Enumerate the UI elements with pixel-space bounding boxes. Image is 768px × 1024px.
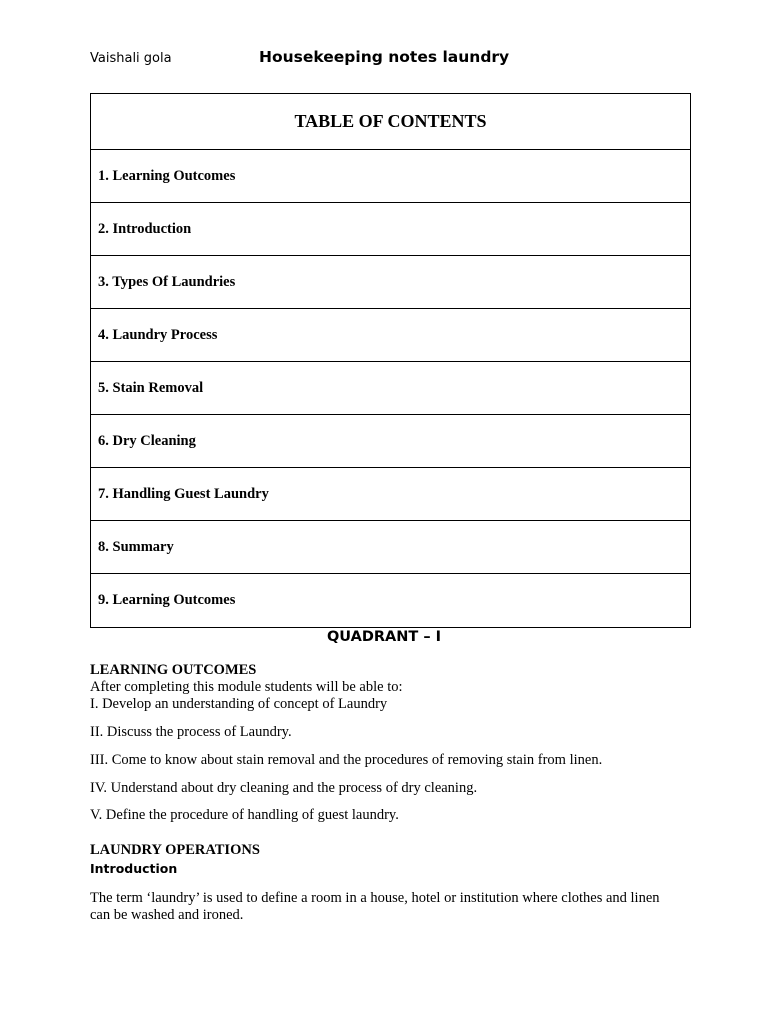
toc-item: 7. Handling Guest Laundry bbox=[91, 468, 690, 521]
toc-item: 5. Stain Removal bbox=[91, 362, 690, 415]
toc-item: 2. Introduction bbox=[91, 203, 690, 256]
learning-outcome-point: I. Develop an understanding of concept of Laundry bbox=[90, 696, 388, 712]
toc-item: 3. Types Of Laundries bbox=[91, 256, 690, 309]
learning-outcomes-heading: LEARNING OUTCOMES bbox=[90, 662, 257, 678]
introduction-subheading: Introduction bbox=[90, 861, 178, 876]
toc-item: 9. Learning Outcomes bbox=[98, 592, 236, 608]
introduction-paragraph: The term ‘laundry’ is used to define a room in a house, hotel or institution where clothes and linen can be washed and ironed. bbox=[90, 890, 660, 923]
toc-item: 1. Learning Outcomes bbox=[91, 150, 690, 203]
learning-outcome-point: II. Discuss the process of Laundry. bbox=[90, 724, 292, 740]
laundry-operations-heading: LAUNDRY OPERATIONS bbox=[90, 842, 260, 858]
toc-item: 4. Laundry Process bbox=[91, 309, 690, 362]
quadrant-heading: QUADRANT – I bbox=[326, 629, 442, 645]
learning-outcomes-intro: After completing this module students will be able to: bbox=[90, 679, 403, 695]
document-title: Housekeeping notes laundry bbox=[259, 48, 510, 66]
author-name: Vaishali gola bbox=[90, 51, 172, 66]
learning-outcome-point: III. Come to know about stain removal and the procedures of removing stain from linen. bbox=[90, 752, 603, 768]
learning-outcome-point: V. Define the procedure of handling of guest laundry. bbox=[90, 807, 399, 823]
toc-item: 8. Summary bbox=[91, 521, 690, 574]
learning-outcome-point: IV. Understand about dry cleaning and the process of dry cleaning. bbox=[90, 780, 478, 796]
table-of-contents bbox=[90, 93, 691, 628]
toc-item: 6. Dry Cleaning bbox=[91, 415, 690, 468]
toc-heading: TABLE OF CONTENTS bbox=[91, 94, 690, 150]
